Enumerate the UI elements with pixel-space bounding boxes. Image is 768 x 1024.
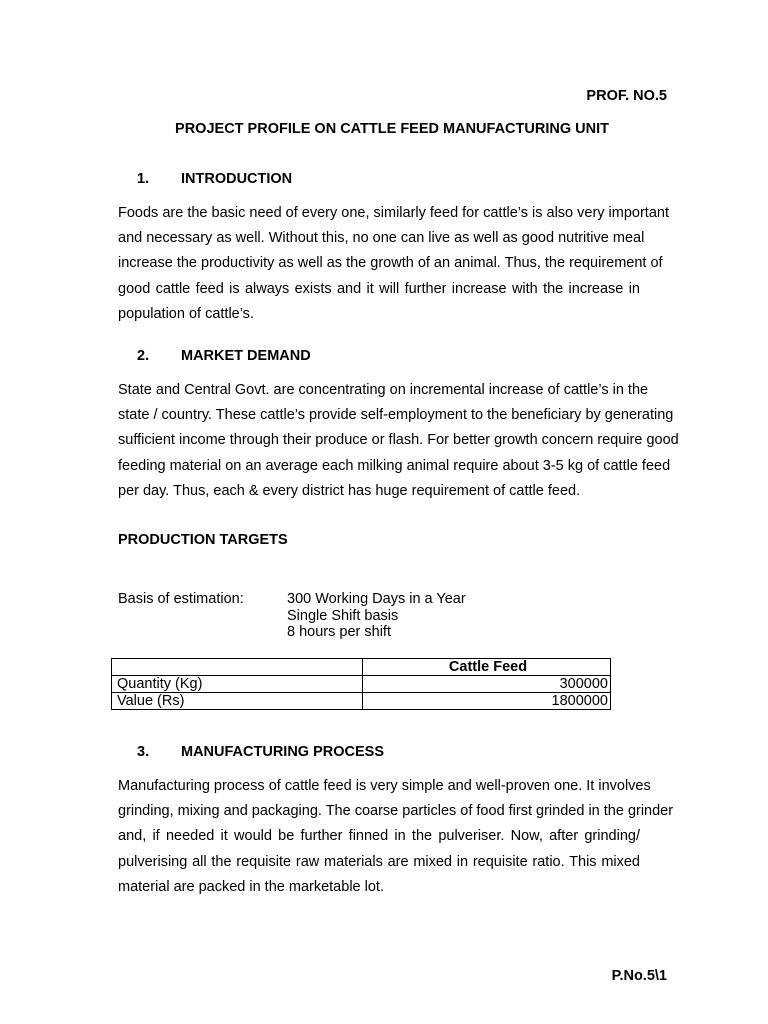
paragraph-line: sufficient income through their produce or flash. For better growth concern require good	[118, 432, 679, 449]
section-heading-manufacturing-process	[137, 744, 384, 760]
introduction-paragraph	[118, 201, 669, 327]
basis-value: Single Shift basis	[287, 607, 399, 624]
paragraph-line: per day. Thus, each & every district has huge requirement of cattle feed.	[118, 482, 581, 499]
basis-value: 8 hours per shift	[287, 624, 391, 640]
paragraph-line: good cattle feed is always exists and it will further increase with the increase in	[118, 280, 640, 297]
paragraph-line: increase the productivity as well as the growth of an animal. Thus, the requirement of	[118, 255, 663, 272]
market-demand-paragraph	[118, 378, 679, 504]
document-title: PROJECT PROFILE ON CATTLE FEED MANUFACTURING UNIT	[175, 121, 609, 137]
section-number: 1.	[137, 171, 150, 187]
production-targets-table	[111, 658, 611, 710]
paragraph-line: population of cattle’s.	[118, 305, 254, 322]
table-header-row	[112, 659, 611, 676]
section-title: MARKET DEMAND	[181, 348, 311, 364]
paragraph-line: and necessary as well. Without this, no one can live as well as good nutritive meal	[118, 230, 645, 247]
paragraph-line: grinding, mixing and packaging. The coarse particles of food first grinded in the grinder	[118, 803, 674, 820]
table-row-label: Value (Rs)	[112, 693, 363, 710]
table-row	[112, 693, 611, 710]
table-row-label: Quantity (Kg)	[112, 676, 363, 693]
page-number: P.No.5\1	[611, 968, 667, 984]
section-heading-market-demand	[137, 348, 311, 364]
table-header-empty-cell	[112, 659, 363, 676]
basis-label: Basis of estimation:	[118, 591, 244, 607]
section-number: 2.	[137, 348, 150, 364]
section-title: INTRODUCTION	[181, 171, 293, 187]
paragraph-line: and, if needed it would be further finned in the pulveriser. Now, after grinding/	[118, 828, 640, 845]
basis-value: 300 Working Days in a Year	[287, 591, 466, 607]
paragraph-line: feeding material on an average each milking animal require about 3-5 kg of cattle feed	[118, 457, 671, 474]
basis-values	[287, 591, 466, 641]
table-column-header: Cattle Feed	[363, 659, 611, 676]
paragraph-line: Manufacturing process of cattle feed is very simple and well-proven one. It involves	[118, 778, 651, 794]
section-title: MANUFACTURING PROCESS	[181, 744, 385, 760]
table-row	[112, 676, 611, 693]
section-heading-introduction	[137, 171, 292, 187]
paragraph-line: material are packed in the marketable lot.	[118, 878, 384, 895]
profile-number: PROF. NO.5	[586, 88, 667, 104]
section-number: 3.	[137, 744, 150, 760]
production-targets-heading: PRODUCTION TARGETS	[118, 532, 288, 548]
table-row-value: 300000	[363, 676, 611, 693]
paragraph-line: Foods are the basic need of every one, similarly feed for cattle’s is also very important	[118, 205, 669, 221]
paragraph-line: state / country. These cattle’s provide self-employment to the beneficiary by generating	[118, 407, 674, 424]
manufacturing-process-paragraph	[118, 774, 674, 900]
table-row-value: 1800000	[363, 693, 611, 710]
paragraph-line: State and Central Govt. are concentrating on incremental increase of cattle’s in the	[118, 382, 649, 398]
paragraph-line: pulverising all the requisite raw materials are mixed in requisite ratio. This mixed	[118, 853, 640, 870]
